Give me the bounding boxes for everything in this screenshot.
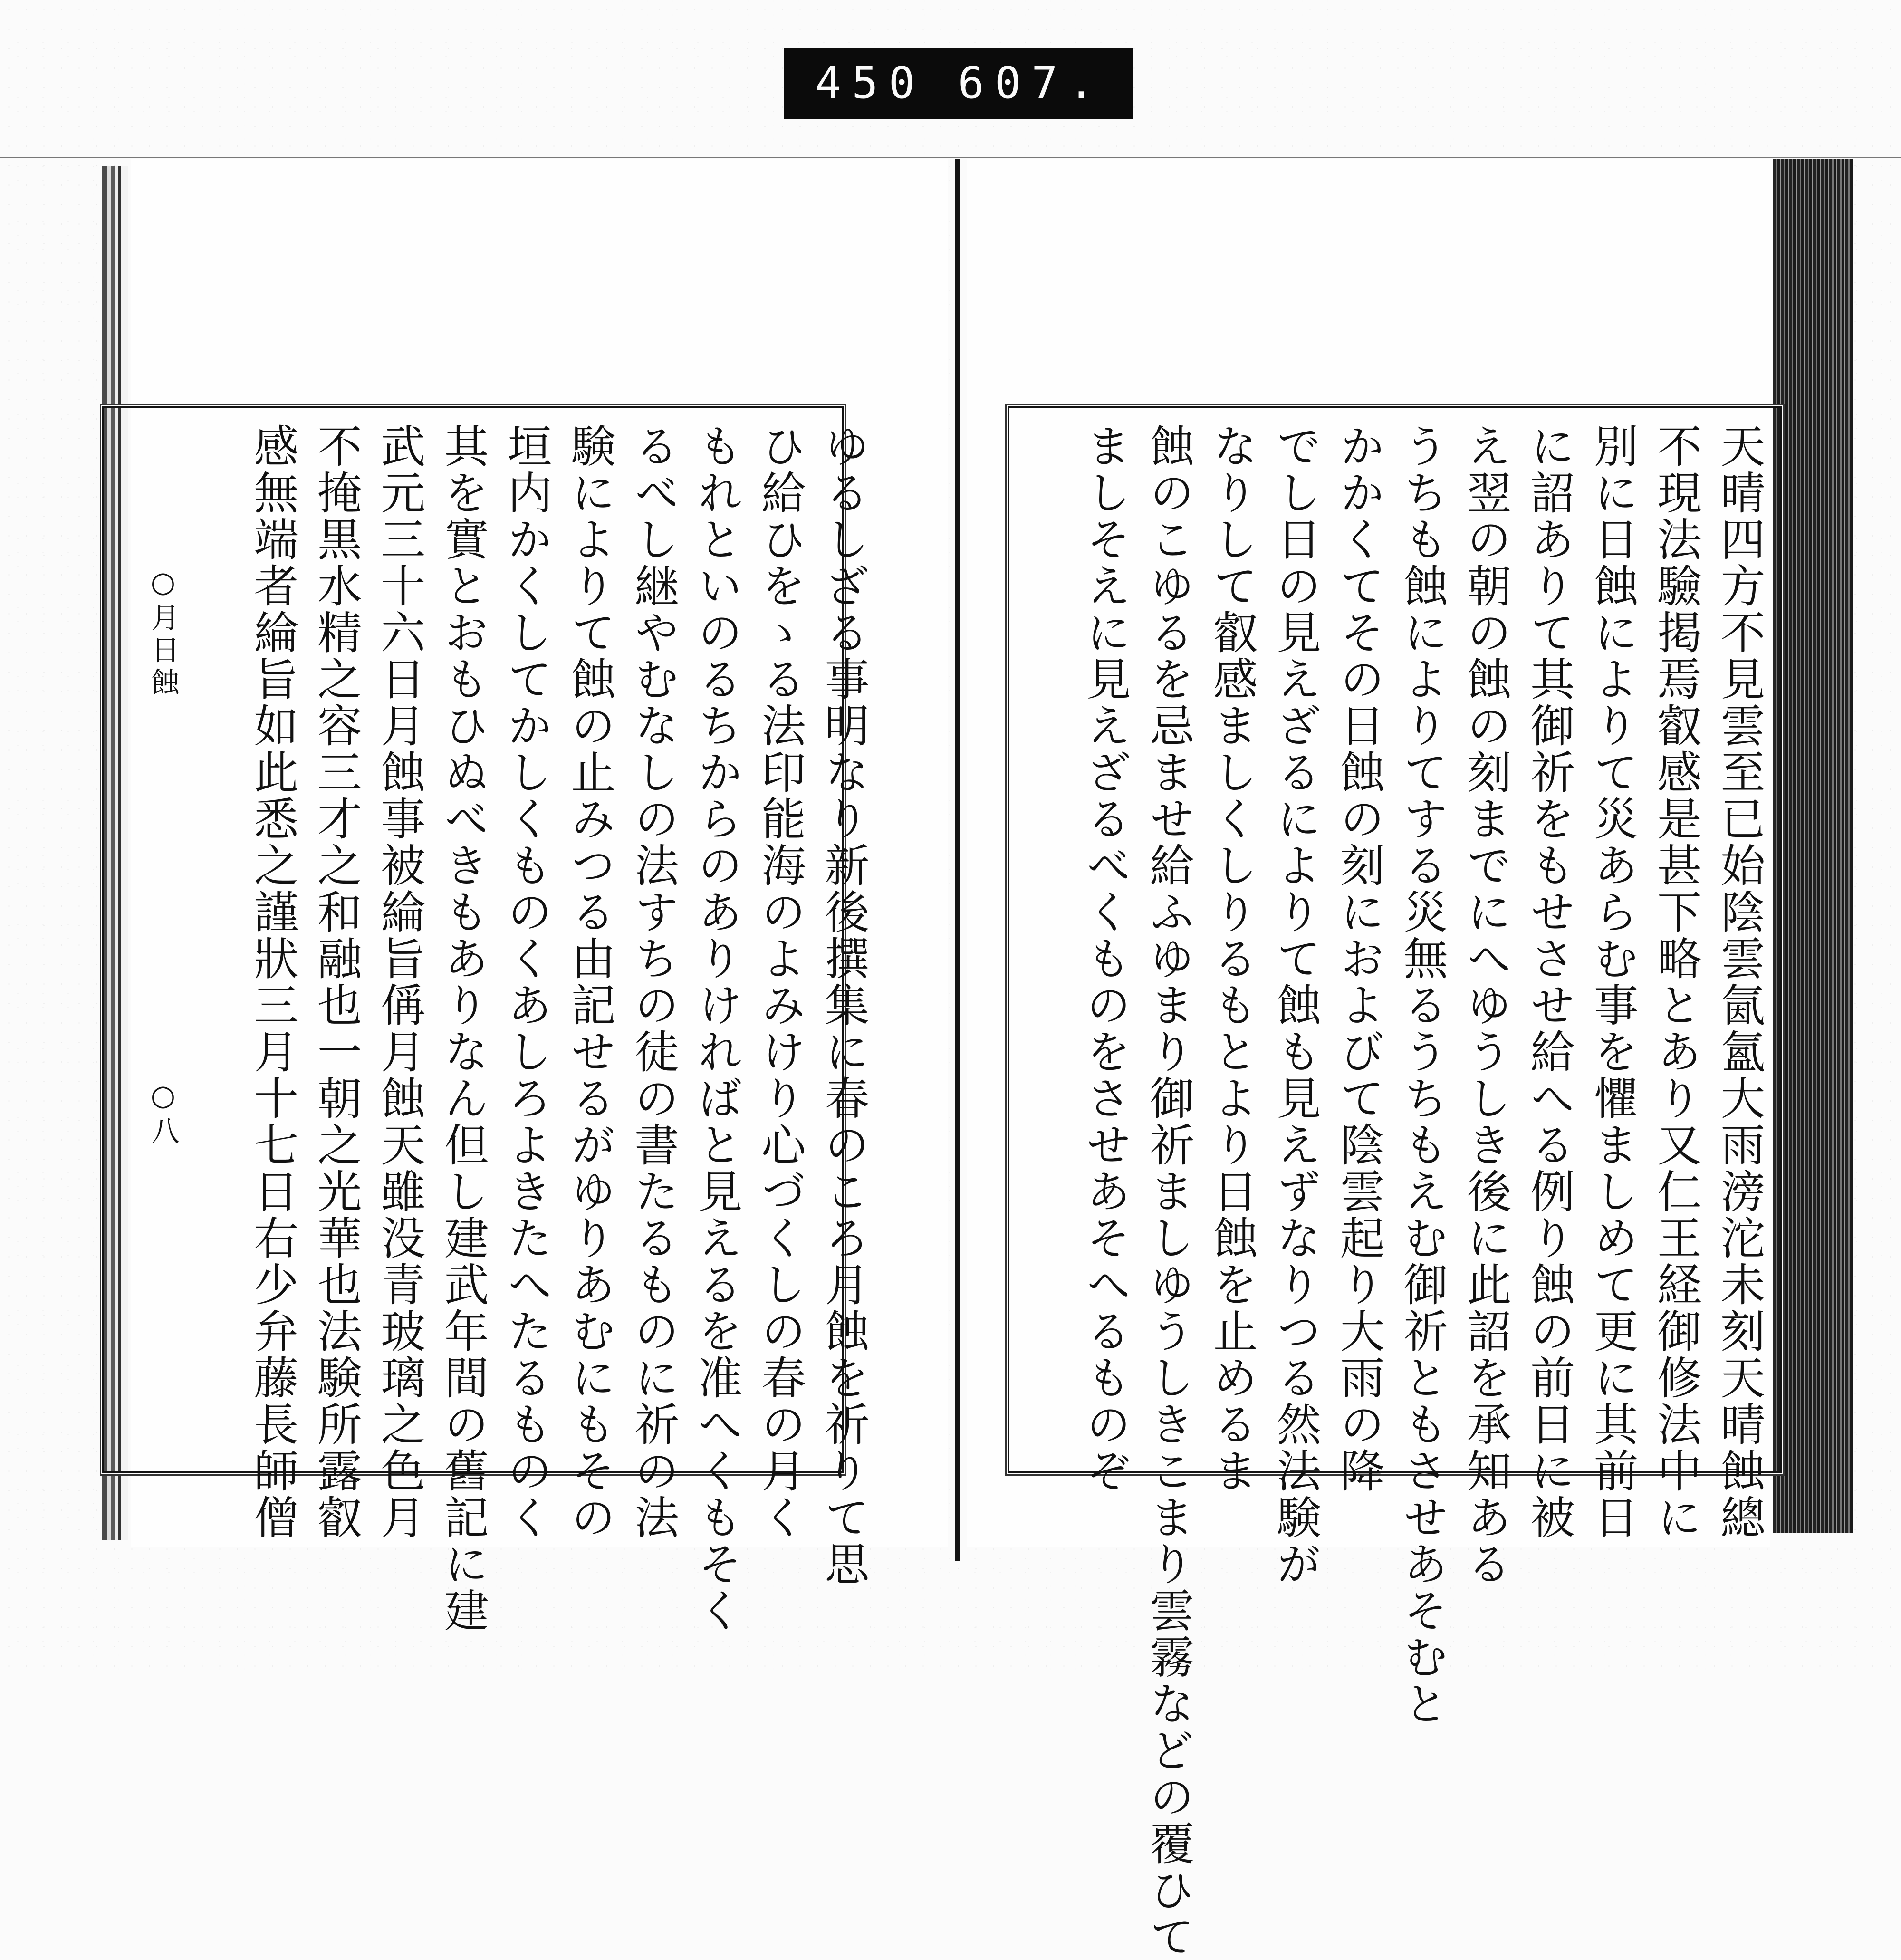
text-column: かかくてその日蝕の刻におよびて陰雲起り大雨の降 [1332,423,1384,1494]
running-head: ○月日蝕 [146,566,180,700]
left-page-body [195,423,874,1634]
text-column: るべし継やむなしの法すちの徒の書たるものに祈の法 [626,423,679,1541]
text-column: ましそえに見えざるべくものをさせあそへるものぞ [1078,423,1131,1494]
scan-edge-line [0,157,1901,158]
counter-right-number: 607. [958,58,1105,108]
text-column: に詔ありて其御祈をもせさせ給へる例り蝕の前日に被 [1522,423,1575,1541]
book-spine [955,159,960,1561]
text-column: 感無端者綸旨如此悉之謹狀三月十七日右少弁藤長師僧 [246,423,298,1541]
text-column: え翌の朝の蝕の刻までにへゆうしき後に此詔を承知ある [1459,423,1511,1587]
text-column: 其を實とおもひぬべきもありなん但し建武年間の舊記に建 [436,423,489,1634]
text-column: 武元三十六日月蝕事被綸旨偁月蝕天雖没青玻璃之色月 [373,423,425,1541]
text-column: うちも蝕によりてする災無るうちもえむ御祈ともさせあそむと [1395,423,1448,1727]
text-column: 験によりて蝕の止みつる由記せるがゆりあむにもその [563,423,615,1541]
book-right-edge [1773,159,1853,1533]
frame-counter-label [784,48,1133,119]
text-column: なりして叡感ましくしりるもとより日蝕を止めるま [1205,423,1258,1494]
text-column: 蝕のこゆるを忌ませ給ふゆまり御祈ましゆうしきこまり雲霧などの覆ひて [1142,423,1194,1960]
text-column: ゆるしざる事明なり新後撰集に春のころ月蝕を祈りて思 [817,423,869,1587]
text-column: でし日の見えざるによりて蝕も見えずなりつる然法験が [1268,423,1321,1587]
right-page-body [1038,423,1770,1960]
text-column: 不掩黒水精之容三才之和融也一朝之光華也法験所露叡 [309,423,362,1541]
text-column: 不現法驗掲焉叡感是甚下略とあり又仁王経御修法中に [1649,423,1701,1541]
text-column: 垣内かくしてかしくものくあしろよきたへたるものく [499,423,552,1541]
text-column: 天晴四方不見雲至已始陰雲氤氳大雨滂沱未刻天晴蝕總 [1713,423,1765,1541]
text-column: 別に日蝕によりて災あらむ事を懼ましめて更に其前日 [1586,423,1638,1541]
text-column: もれといのるちからのありければと見えるを准へくもそく [690,423,742,1634]
counter-left-number: 450 [815,58,926,108]
text-column: ひ給ひをゝる法印能海のよみけり心づくしの春の月く [753,423,806,1541]
page-number: ○八 [146,1079,180,1148]
